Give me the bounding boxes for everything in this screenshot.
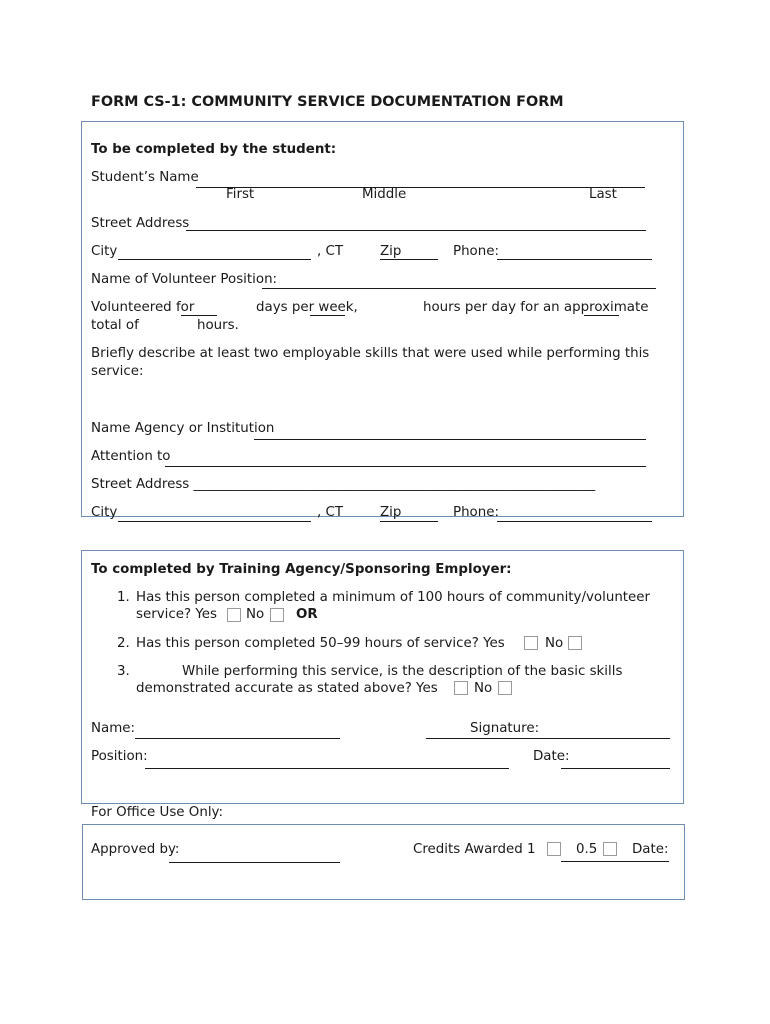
employer-name-label: Name: [91, 721, 136, 736]
hours-per-day-label: hours per day for an approximate [423, 300, 649, 315]
question-1-or-label: OR [296, 607, 318, 622]
agency-city-field[interactable] [118, 521, 311, 522]
credits-awarded-label: Credits Awarded 1 [413, 842, 536, 857]
last-name-caption: Last [589, 187, 617, 202]
question-1-number: 1. [117, 590, 130, 605]
approximate-field[interactable] [584, 315, 619, 316]
state-ct-label: , CT [317, 244, 344, 259]
skills-prompt-line1: Briefly describe at least two employable skills that were used while performing this [91, 346, 650, 361]
signature-field[interactable] [426, 738, 670, 739]
city-label: City [91, 244, 118, 259]
street-address-label: Street Address [91, 216, 190, 231]
office-date-field[interactable] [561, 861, 669, 862]
question-1-line1: Has this person completed a minimum of 100 hours of community/volunteer [136, 590, 651, 605]
middle-name-caption: Middle [362, 187, 407, 202]
street-address-field[interactable] [186, 230, 646, 231]
attention-to-label: Attention to [91, 449, 171, 464]
hours-per-day-field[interactable] [310, 315, 345, 316]
approved-by-label: Approved by: [91, 842, 180, 857]
days-per-week-label: days per week, [256, 300, 358, 315]
question-3-line2: demonstrated accurate as stated above? Yes [136, 681, 438, 696]
question-1-no-checkbox[interactable] [270, 608, 284, 622]
zip-label: Zip [380, 244, 402, 259]
one-credit-checkbox[interactable] [547, 842, 561, 856]
agency-city-label: City [91, 505, 118, 520]
office-date-label: Date: [632, 842, 669, 857]
hours-label: hours. [197, 318, 239, 333]
agency-street-address-label: Street Address ____________________________________________________________ [91, 477, 596, 492]
question-2-no-checkbox[interactable] [568, 636, 582, 650]
question-3-no-checkbox[interactable] [498, 681, 512, 695]
employer-date-label: Date: [533, 749, 570, 764]
question-2-yes-checkbox[interactable] [524, 636, 538, 650]
employer-position-label: Position: [91, 749, 148, 764]
employer-section-heading: To completed by Training Agency/Sponsoring Employer: [91, 562, 512, 577]
zip-field[interactable] [380, 259, 438, 260]
agency-zip-label: Zip [380, 505, 402, 520]
question-1-no-label: No [246, 607, 265, 622]
agency-zip-field[interactable] [380, 521, 438, 522]
form-title: FORM CS-1: COMMUNITY SERVICE DOCUMENTATION FORM [91, 94, 564, 110]
skills-prompt-line2: service: [91, 364, 144, 379]
attention-to-field[interactable] [165, 466, 646, 467]
agency-state-ct-label: , CT [317, 505, 344, 520]
phone-field[interactable] [497, 259, 652, 260]
question-2-number: 2. [117, 636, 130, 651]
agency-field[interactable] [254, 439, 646, 440]
approved-by-field[interactable] [169, 862, 340, 863]
agency-phone-field[interactable] [497, 521, 652, 522]
signature-label: Signature: [470, 721, 540, 736]
question-2-text: Has this person completed 50–99 hours of service? Yes [136, 636, 505, 651]
half-credit-label: 0.5 [576, 842, 598, 857]
volunteer-position-field[interactable] [262, 288, 656, 289]
agency-label: Name Agency or Institution [91, 421, 275, 436]
total-of-label: total of [91, 318, 139, 333]
half-credit-checkbox[interactable] [603, 842, 617, 856]
student-section-heading: To be completed by the student: [91, 142, 337, 157]
question-3-line1: While performing this service, is the description of the basic skills [182, 664, 623, 679]
student-name-label: Student’s Name [91, 170, 199, 185]
question-2-no-label: No [545, 636, 564, 651]
phone-label: Phone: [453, 244, 499, 259]
days-per-week-field[interactable] [181, 315, 217, 316]
question-3-number: 3. [117, 664, 130, 679]
employer-date-field[interactable] [561, 768, 670, 769]
volunteer-position-label: Name of Volunteer Position: [91, 272, 278, 287]
question-3-yes-checkbox[interactable] [454, 681, 468, 695]
student-name-field[interactable] [196, 187, 645, 188]
office-use-heading: For Office Use Only: [91, 805, 224, 820]
question-1-yes-checkbox[interactable] [227, 608, 241, 622]
volunteered-for-label: Volunteered for [91, 300, 195, 315]
employer-position-field[interactable] [145, 768, 509, 769]
employer-name-field[interactable] [135, 738, 340, 739]
question-3-no-label: No [474, 681, 493, 696]
city-field[interactable] [118, 259, 311, 260]
first-name-caption: First [226, 187, 255, 202]
agency-phone-label: Phone: [453, 505, 499, 520]
question-1-line2: service? Yes [136, 607, 217, 622]
